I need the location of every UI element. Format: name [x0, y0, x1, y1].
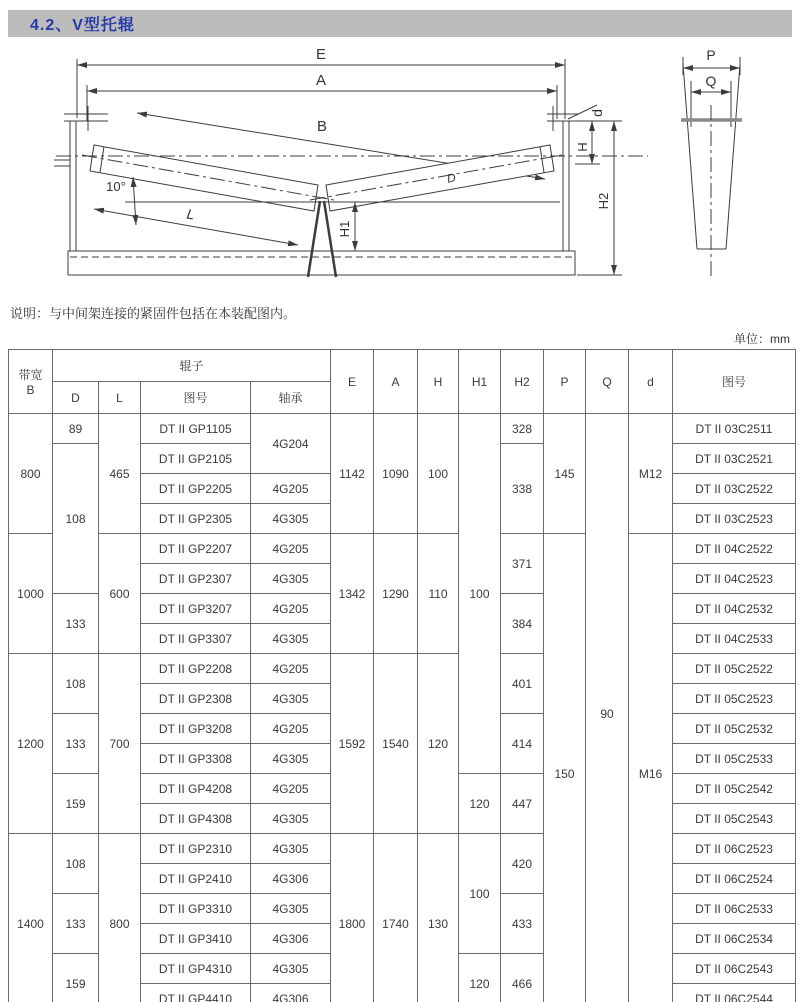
- cell-dim-h2: 328: [501, 414, 544, 444]
- cell-bearing: 4G205: [251, 474, 331, 504]
- cell-dim-h1: 120: [459, 774, 501, 834]
- cell-bearing: 4G205: [251, 534, 331, 564]
- spec-table-body: [9, 414, 796, 1002]
- cell-roller-drawing-no: DT II GP1105: [141, 414, 251, 444]
- cell-dim-h1: 100: [459, 834, 501, 954]
- cell-assembly-drawing-no: DT II 06C2543: [673, 954, 796, 984]
- cell-dim-h: 130: [418, 834, 459, 1002]
- idler-assembly-drawing: [0, 39, 800, 294]
- cell-bearing: 4G305: [251, 954, 331, 984]
- page-title: 4.2、V型托辊: [30, 17, 135, 34]
- cell-dim-a: 1740: [374, 834, 418, 1002]
- cell-bearing: 4G204: [251, 414, 331, 474]
- unit-label: 单位：mm: [734, 332, 790, 346]
- col-header-h1: H1: [459, 350, 501, 414]
- cell-roller-diameter: 133: [53, 714, 99, 774]
- section-header-bar: [8, 10, 792, 37]
- cell-bearing: 4G305: [251, 744, 331, 774]
- cell-bearing: 4G205: [251, 714, 331, 744]
- cell-assembly-drawing-no: DT II 05C2542: [673, 774, 796, 804]
- bandwidth-label: 带宽: [18, 368, 43, 382]
- cell-assembly-drawing-no: DT II 03C2522: [673, 474, 796, 504]
- cell-dim-h2: 433: [501, 894, 544, 954]
- col-header-h2: H2: [501, 350, 544, 414]
- cell-assembly-drawing-no: DT II 03C2521: [673, 444, 796, 474]
- cell-dim-h2: 447: [501, 774, 544, 834]
- table-row: [9, 654, 796, 684]
- cell-dim-h2: 414: [501, 714, 544, 774]
- cell-assembly-drawing-no: DT II 04C2532: [673, 594, 796, 624]
- cell-dim-h: 100: [418, 414, 459, 534]
- cell-roller-drawing-no: DT II GP4410: [141, 984, 251, 1002]
- cell-dim-h: 110: [418, 534, 459, 654]
- cell-roller-length: 465: [99, 414, 141, 534]
- cell-dim-h: 120: [418, 654, 459, 834]
- cell-assembly-drawing-no: DT II 06C2544: [673, 984, 796, 1002]
- cell-roller-drawing-no: DT II GP3207: [141, 594, 251, 624]
- cell-roller-diameter: 108: [53, 834, 99, 894]
- cell-roller-length: 800: [99, 834, 141, 1002]
- cell-bearing: 4G306: [251, 924, 331, 954]
- cell-dim-h2: 371: [501, 534, 544, 594]
- cell-assembly-drawing-no: DT II 04C2522: [673, 534, 796, 564]
- bandwidth-symbol: B: [26, 383, 35, 397]
- dim-label-diameter: D: [445, 170, 457, 186]
- cell-bearing: 4G305: [251, 624, 331, 654]
- col-header-roller-group: 辊子: [53, 350, 331, 382]
- col-header-assembly-drawing-no: 图号: [673, 350, 796, 414]
- cell-assembly-drawing-no: DT II 05C2523: [673, 684, 796, 714]
- cell-dim-h2: 401: [501, 654, 544, 714]
- cell-roller-drawing-no: DT II GP3310: [141, 894, 251, 924]
- cell-dim-p: 145: [544, 414, 586, 534]
- cell-dim-e: 1592: [331, 654, 374, 834]
- cell-roller-diameter: 159: [53, 954, 99, 1002]
- cell-assembly-drawing-no: DT II 06C2524: [673, 864, 796, 894]
- cell-dim-d: M12: [629, 414, 673, 534]
- dim-label-e: E: [315, 46, 327, 63]
- cell-assembly-drawing-no: DT II 06C2533: [673, 894, 796, 924]
- cell-assembly-drawing-no: DT II 04C2533: [673, 624, 796, 654]
- cell-roller-drawing-no: DT II GP2307: [141, 564, 251, 594]
- col-header-h: H: [418, 350, 459, 414]
- spec-table-header: [9, 350, 796, 414]
- note-text: 说明：与中间架连接的紧固件包括在本装配图内。: [10, 306, 297, 321]
- cell-bearing: 4G305: [251, 894, 331, 924]
- cell-assembly-drawing-no: DT II 06C2523: [673, 834, 796, 864]
- col-header-d-thread: d: [629, 350, 673, 414]
- cell-roller-drawing-no: DT II GP3308: [141, 744, 251, 774]
- cell-roller-diameter: 159: [53, 774, 99, 834]
- cell-dim-h2: 338: [501, 444, 544, 534]
- cell-roller-diameter: 89: [53, 414, 99, 444]
- cell-roller-drawing-no: DT II GP2308: [141, 684, 251, 714]
- cell-roller-drawing-no: DT II GP2205: [141, 474, 251, 504]
- table-row: [9, 414, 796, 444]
- cell-assembly-drawing-no: DT II 05C2533: [673, 744, 796, 774]
- cell-bearing: 4G205: [251, 774, 331, 804]
- cell-dim-e: 1342: [331, 534, 374, 654]
- dim-label-l: L: [185, 205, 196, 223]
- cell-bearing: 4G305: [251, 804, 331, 834]
- cell-bandwidth: 800: [9, 414, 53, 534]
- cell-roller-length: 700: [99, 654, 141, 834]
- cell-roller-diameter: 108: [53, 654, 99, 714]
- cell-dim-h1: 120: [459, 954, 501, 1002]
- dim-label-h: H: [575, 142, 590, 152]
- cell-roller-drawing-no: DT II GP2310: [141, 834, 251, 864]
- cell-roller-drawing-no: DT II GP3410: [141, 924, 251, 954]
- technical-drawing: [0, 39, 800, 299]
- table-row: [9, 834, 796, 864]
- dim-label-p: P: [706, 47, 716, 63]
- col-header-bearing: 轴承: [251, 382, 331, 414]
- cell-roller-drawing-no: DT II GP2305: [141, 504, 251, 534]
- dim-label-h2: H2: [596, 192, 611, 210]
- cell-bearing: 4G305: [251, 504, 331, 534]
- cell-dim-h1: 100: [459, 414, 501, 774]
- cell-bandwidth: 1400: [9, 834, 53, 1002]
- cell-assembly-drawing-no: DT II 06C2534: [673, 924, 796, 954]
- cell-dim-a: 1090: [374, 414, 418, 534]
- cell-bandwidth: 1000: [9, 534, 53, 654]
- cell-dim-e: 1800: [331, 834, 374, 1002]
- cell-dim-p: 150: [544, 534, 586, 1002]
- cell-bearing: 4G305: [251, 834, 331, 864]
- dim-label-h1: H1: [337, 220, 352, 238]
- col-header-e: E: [331, 350, 374, 414]
- col-header-roller-length: L: [99, 382, 141, 414]
- cell-dim-q: 90: [586, 414, 629, 1002]
- cell-dim-a: 1290: [374, 534, 418, 654]
- col-header-roller-drawing-no: 图号: [141, 382, 251, 414]
- cell-assembly-drawing-no: DT II 03C2523: [673, 504, 796, 534]
- col-header-roller-diameter: D: [53, 382, 99, 414]
- cell-roller-drawing-no: DT II GP4310: [141, 954, 251, 984]
- cell-roller-drawing-no: DT II GP4208: [141, 774, 251, 804]
- cell-dim-d: M16: [629, 534, 673, 1002]
- cell-bearing: 4G306: [251, 864, 331, 894]
- cell-roller-drawing-no: DT II GP2410: [141, 864, 251, 894]
- col-header-p: P: [544, 350, 586, 414]
- dim-label-a: A: [315, 72, 327, 89]
- cell-roller-diameter: 108: [53, 444, 99, 594]
- dim-label-angle: 10°: [106, 179, 126, 194]
- cell-bearing: 4G306: [251, 984, 331, 1002]
- cell-assembly-drawing-no: DT II 03C2511: [673, 414, 796, 444]
- cell-bearing: 4G305: [251, 564, 331, 594]
- front-view: [54, 59, 648, 277]
- cell-assembly-drawing-no: DT II 05C2543: [673, 804, 796, 834]
- cell-roller-diameter: 133: [53, 894, 99, 954]
- cell-bearing: 4G205: [251, 654, 331, 684]
- spec-table: [8, 349, 796, 1002]
- cell-roller-drawing-no: DT II GP4308: [141, 804, 251, 834]
- cell-roller-diameter: 133: [53, 594, 99, 654]
- side-view: [681, 57, 742, 277]
- cell-dim-h2: 466: [501, 954, 544, 1002]
- cell-dim-e: 1142: [331, 414, 374, 534]
- cell-assembly-drawing-no: DT II 04C2523: [673, 564, 796, 594]
- cell-roller-drawing-no: DT II GP2105: [141, 444, 251, 474]
- cell-roller-drawing-no: DT II GP2207: [141, 534, 251, 564]
- cell-assembly-drawing-no: DT II 05C2522: [673, 654, 796, 684]
- cell-dim-a: 1540: [374, 654, 418, 834]
- cell-bandwidth: 1200: [9, 654, 53, 834]
- dim-label-q: Q: [705, 73, 717, 89]
- cell-bearing: 4G205: [251, 594, 331, 624]
- cell-roller-drawing-no: DT II GP3307: [141, 624, 251, 654]
- dim-label-d: d: [589, 109, 605, 117]
- cell-roller-drawing-no: DT II GP3208: [141, 714, 251, 744]
- col-header-bandwidth: [9, 350, 53, 414]
- col-header-q: Q: [586, 350, 629, 414]
- table-row: [9, 534, 796, 564]
- cell-assembly-drawing-no: DT II 05C2532: [673, 714, 796, 744]
- cell-dim-h2: 384: [501, 594, 544, 654]
- cell-bearing: 4G305: [251, 684, 331, 714]
- col-header-a: A: [374, 350, 418, 414]
- cell-dim-h2: 420: [501, 834, 544, 894]
- cell-roller-drawing-no: DT II GP2208: [141, 654, 251, 684]
- dim-label-b: B: [316, 118, 328, 135]
- cell-roller-length: 600: [99, 534, 141, 654]
